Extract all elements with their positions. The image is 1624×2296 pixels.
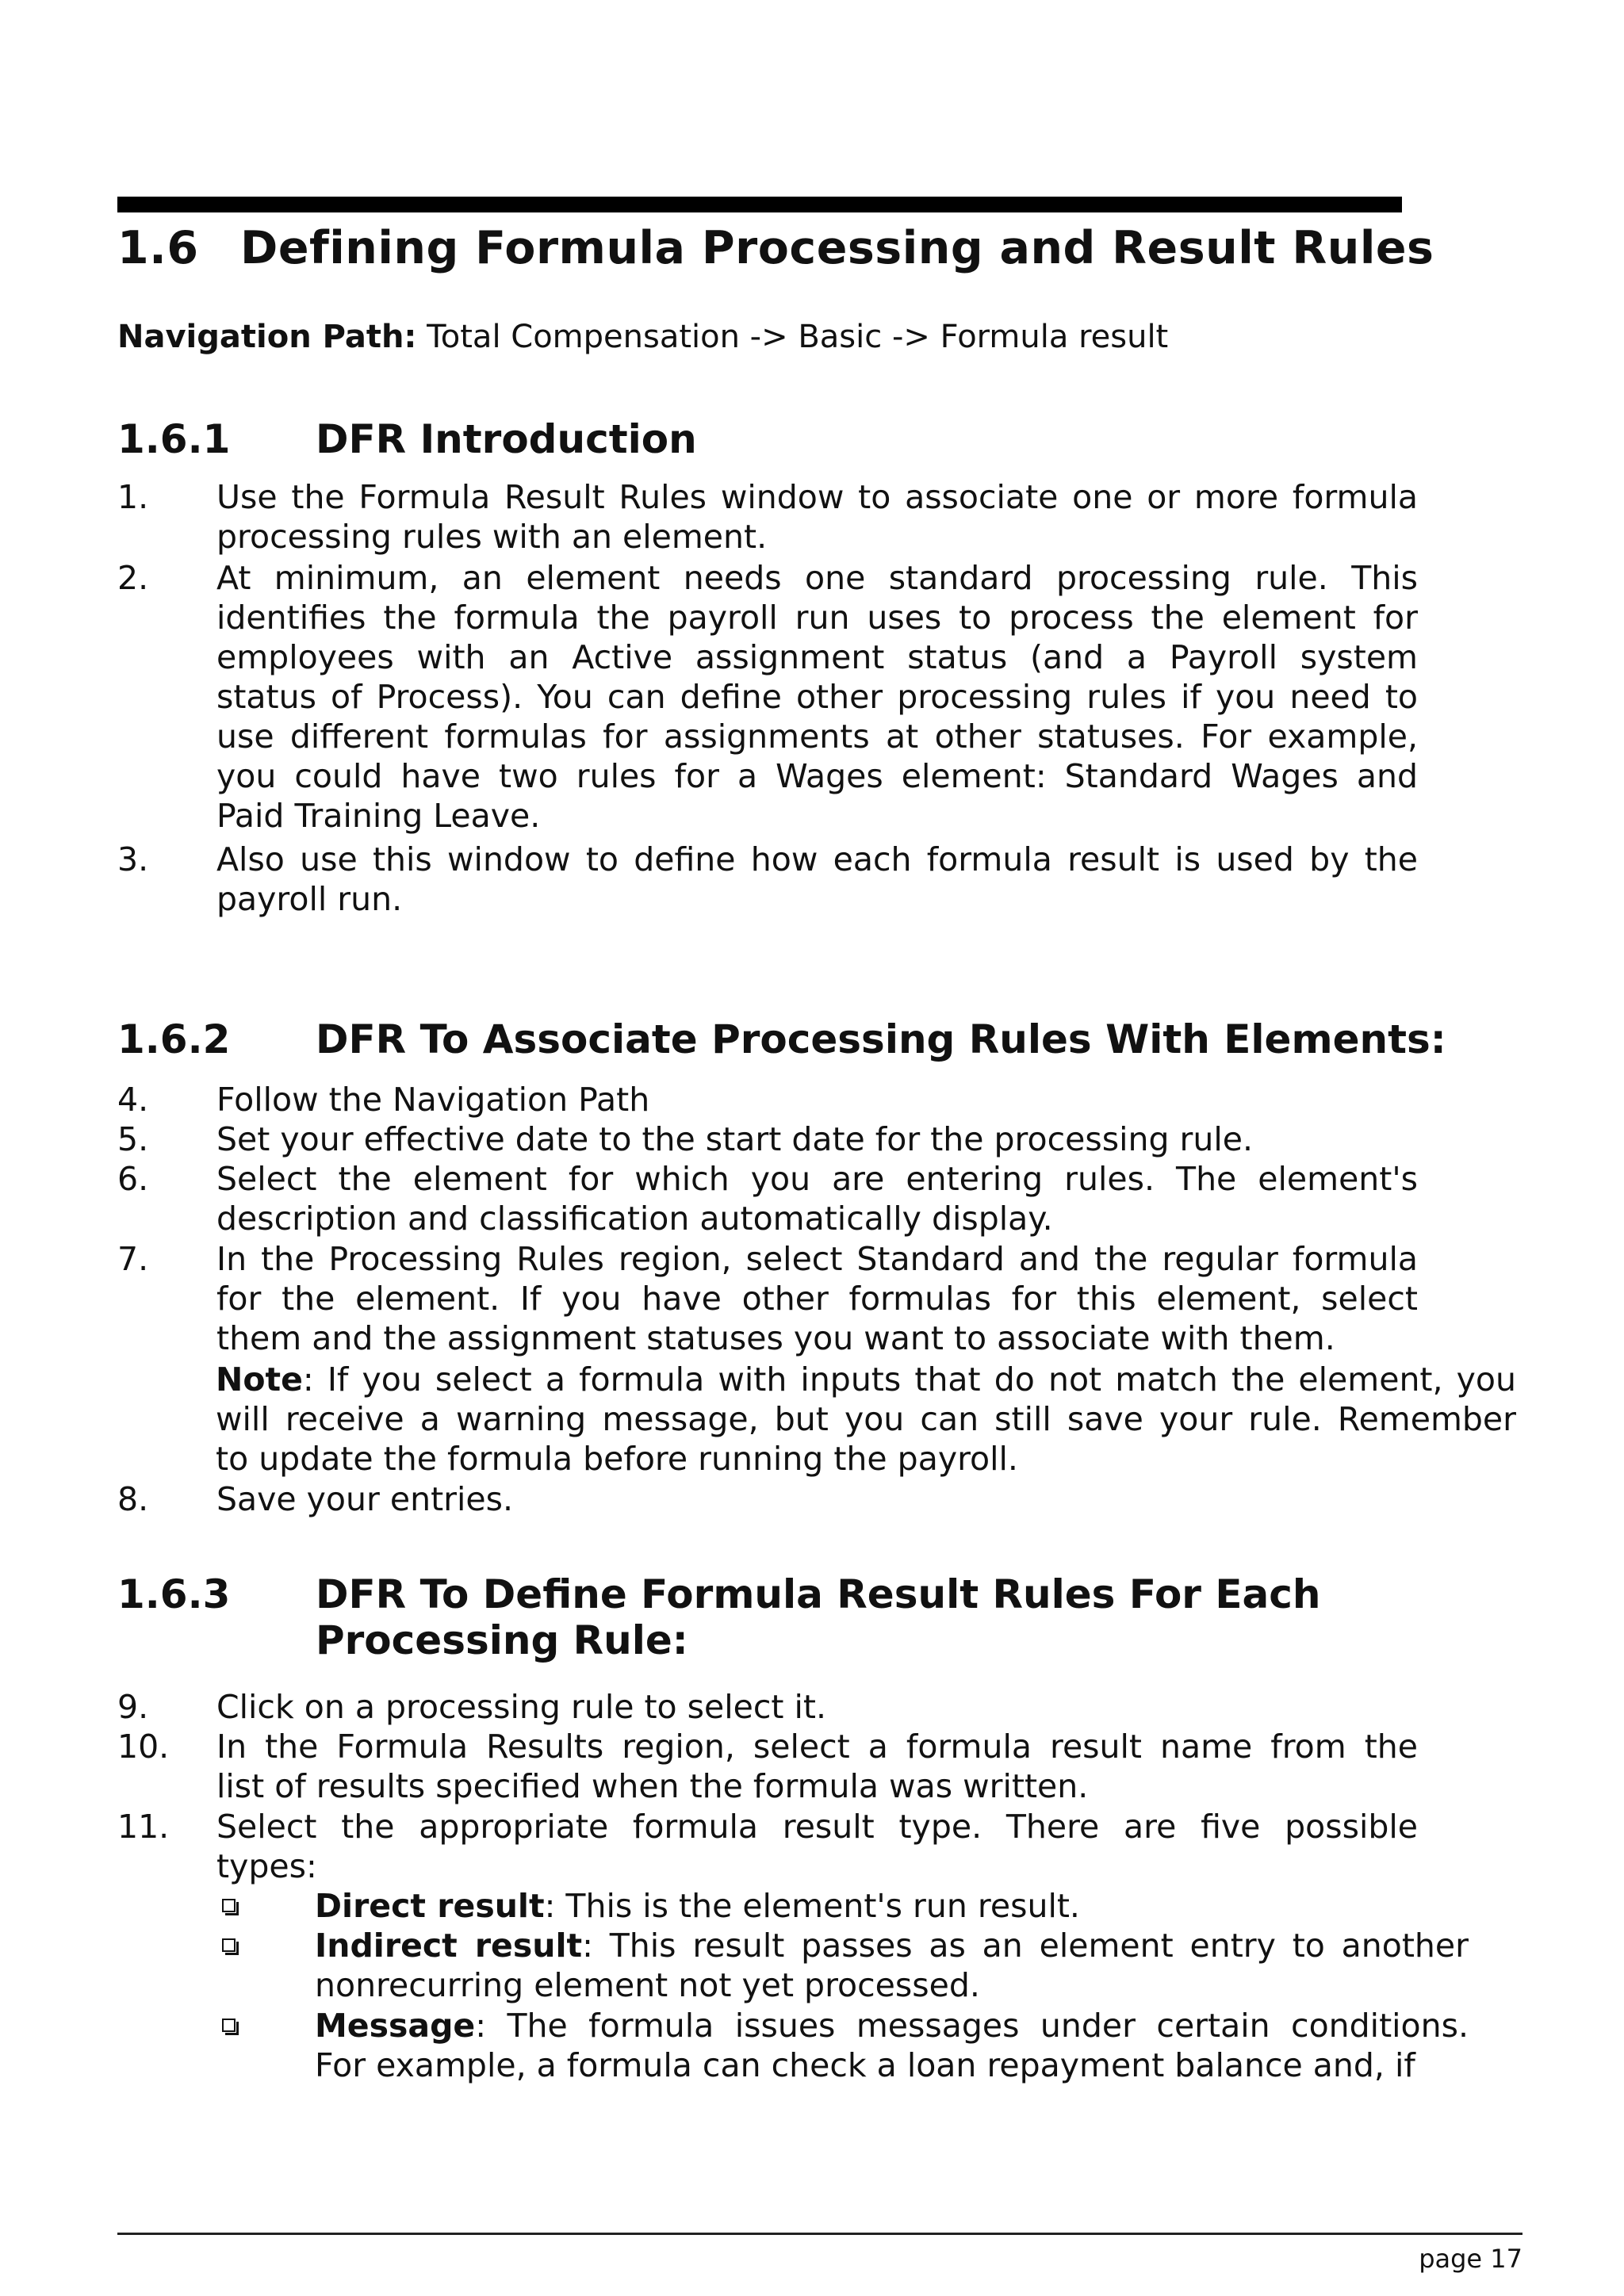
bullet-text: : The formula issues messages under certain conditions. [475,2007,1469,2045]
checkbox-bullet-icon [222,2019,236,2032]
bullet-term: Message [315,2007,476,2045]
item-text: you could have two rules for a Wages element: Standard Wages and [216,757,1418,795]
item-number: 11. [117,1808,170,1846]
item-text: employees with an Active assignment status (and a Payroll system [216,638,1418,676]
item-text: Save your entries. [216,1480,514,1518]
bullet-text: : This result passes as an element entry to another [582,1927,1469,1965]
bullet-item [216,1886,1469,1926]
subsection-title: DFR Introduction [316,416,697,462]
list-item [117,1807,1418,1886]
item-text: In the Formula Results region, select a formula result name from the [216,1728,1418,1766]
item-text: Select the appropriate formula result type. There are five possible [216,1808,1418,1846]
navigation-label: Navigation Path: [117,319,417,355]
subsection-number: 1.6.1 [117,416,231,462]
item-text: In the Processing Rules region, select Standard and the regular formula [216,1240,1418,1278]
item-text: use different formulas for assignments at other statuses. For example, [216,718,1418,756]
section-heading [117,222,1434,274]
item-text: Also use this window to define how each formula result is used by the [216,840,1418,878]
list-item [117,840,1418,919]
item-text: Paid Training Leave. [216,797,541,835]
item-text: types: [216,1847,317,1885]
list-item [117,1159,1418,1238]
item-number: 3. [117,840,149,878]
subsection-heading-1 [117,416,697,462]
subsection-title-continued: Processing Rule: [316,1617,688,1663]
subsection-title: DFR To Associate Processing Rules With Elements: [316,1016,1446,1062]
item-number: 1. [117,478,149,516]
item-text: for the element. If you have other formulas for this element, select [216,1280,1418,1318]
subsection-heading-3 [117,1571,1321,1663]
list-item [117,1239,1418,1358]
item-number: 5. [117,1120,149,1158]
item-text: Follow the Navigation Path [216,1081,650,1119]
bullet-item [216,2006,1469,2085]
note-text: : If you select a formula with inputs that do not match the element, you [302,1360,1516,1399]
page-number: page 17 [1419,2244,1522,2274]
item-number: 9. [117,1688,149,1726]
bullet-item [216,1926,1469,2005]
item-number: 2. [117,559,149,597]
item-text: payroll run. [216,880,403,918]
item-text: identifies the formula the payroll run uses to process the element for [216,599,1418,637]
note-block [216,1360,1516,1479]
subsection-heading-2 [117,1016,1446,1062]
list-item [117,1080,1418,1119]
checkbox-bullet-icon [222,1938,236,1952]
item-text: them and the assignment statuses you want to associate with them. [216,1319,1335,1357]
item-text: At minimum, an element needs one standard processing rule. This [216,559,1418,597]
item-number: 4. [117,1081,149,1119]
bullet-text: For example, a formula can check a loan repayment balance and, if [315,2046,1415,2084]
bullet-term: Direct result [315,1887,545,1925]
subsection-number: 1.6.2 [117,1016,231,1062]
list-item [117,1479,1418,1519]
note-label: Note [216,1360,303,1399]
item-text: description and classification automatically display. [216,1200,1053,1238]
item-number: 6. [117,1160,149,1198]
item-text: Click on a processing rule to select it. [216,1688,827,1726]
bullet-term: Indirect result [315,1927,583,1965]
note-text: will receive a warning message, but you can still save your rule. Remember [216,1400,1516,1438]
navigation-value: Total Compensation -> Basic -> Formula result [427,319,1169,355]
item-number: 10. [117,1728,170,1766]
item-text: Select the element for which you are entering rules. The element's [216,1160,1418,1198]
footer-rule [117,2233,1522,2235]
header-rule [117,197,1402,212]
note-text: to update the formula before running the payroll. [216,1440,1018,1478]
checkbox-bullet-icon [222,1899,236,1912]
list-item [117,1119,1418,1159]
subsection-title: DFR To Define Formula Result Rules For Each [316,1571,1321,1617]
item-number: 7. [117,1240,149,1278]
section-number: 1.6 [117,222,199,274]
list-item [117,1687,1418,1727]
list-item [117,1727,1418,1806]
item-text: status of Process). You can define other processing rules if you need to [216,678,1418,716]
item-text: list of results specified when the formula was written. [216,1767,1089,1805]
bullet-text: : This is the element's run result. [544,1887,1080,1925]
subsection-number: 1.6.3 [117,1571,231,1617]
navigation-path [117,319,1168,355]
item-number: 8. [117,1480,149,1518]
bullet-text: nonrecurring element not yet processed. [315,1966,980,2004]
list-item [117,558,1418,836]
item-text: processing rules with an element. [216,518,768,556]
list-item [117,477,1418,557]
section-title: Defining Formula Processing and Result Rules [240,222,1434,274]
item-text: Use the Formula Result Rules window to associate one or more formula [216,478,1418,516]
item-text: Set your effective date to the start date for the processing rule. [216,1120,1254,1158]
